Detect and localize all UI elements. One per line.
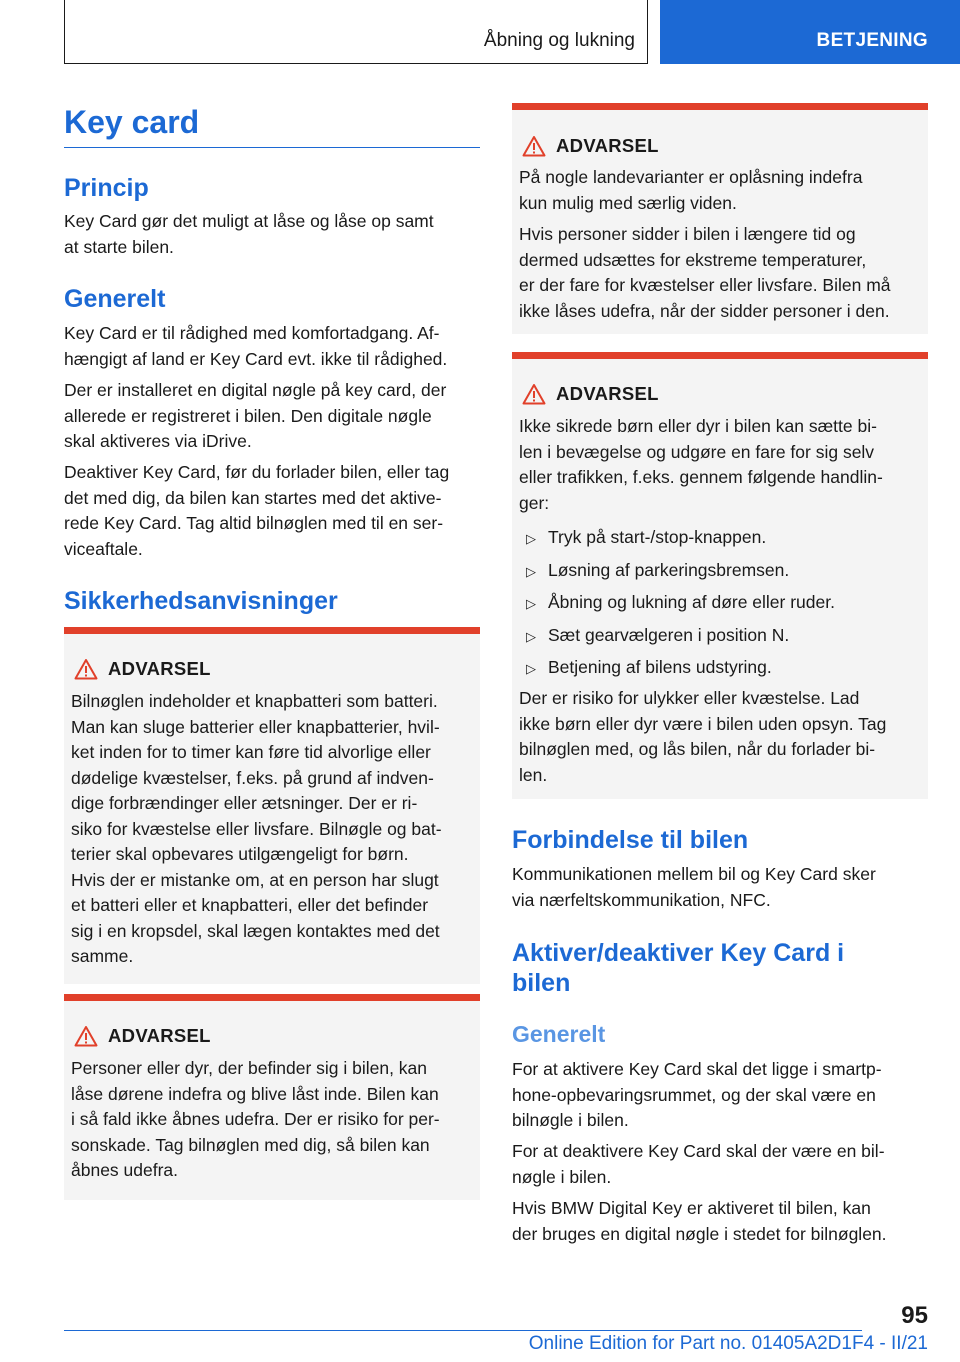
generelt2-paragraph-1: For at aktivere Key Card skal det ligge i smartp- hone-opbevaringsrummet, og der skal være en bilnøgle i bilen. <box>512 1059 882 1130</box>
heading-forbindelse: Forbindelse til bilen <box>512 826 749 854</box>
warning-triangle-icon <box>522 383 546 405</box>
generelt-paragraph-2: Der er installeret en digital nøgle på key card, der allerede er registreret i bilen. Den digitale nøgle skal aktiveres via iDrive. <box>64 380 447 451</box>
warning-label: ADVARSEL <box>108 1025 211 1046</box>
page-title: Key card <box>64 104 200 140</box>
warning-text: Bilnøglen indeholder et knapbatteri som batteri. Man kan sluge batterier eller knapbatterier, hvil- ket inden for to timer kan føre tid alvorlige eller dødelige kvæstelser, f.eks. på grund af indven- dige forbrændinger eller ætsninger. Der er ri- siko for kvæstelse eller livsfare. Bilnøgle og bat- terier skal opbevares utilgængeligt for børn. Hvis der er mistanke om, at en person har slugt et batteri eller et knapbatteri, eller det befinder sig i en kropsdel, skal lægen kontaktes med det samme. <box>71 691 442 966</box>
triangle-bullet-icon: ▷ <box>526 661 536 676</box>
triangle-bullet-icon: ▷ <box>526 564 536 579</box>
footer-rule <box>64 1330 862 1331</box>
warning-label: ADVARSEL <box>556 135 659 156</box>
header-chapter-title: BETJENING <box>816 30 928 51</box>
list-item: ▷ Betjening af bilens udstyring. <box>526 655 772 682</box>
heading-generelt-2: Generelt <box>512 1021 606 1047</box>
list-item: ▷ Tryk på start-/stop-knappen. <box>526 525 766 552</box>
warning-label: ADVARSEL <box>108 658 211 679</box>
heading-aktiver: Aktiver/deaktiver Key Card i bilen <box>512 939 845 997</box>
header-section-tab <box>64 0 648 64</box>
heading-safety: Sikkerhedsanvisninger <box>64 587 338 615</box>
page-number: 95 <box>901 1302 928 1329</box>
title-rule <box>64 147 480 148</box>
generelt-paragraph-3: Deaktiver Key Card, før du forlader bilen, eller tag det med dig, da bilen kan startes med det aktive- rede Key Card. Tag altid bilnøglen med til en ser- viceaftale. <box>64 462 450 559</box>
warning-box-locked-in <box>64 994 480 1200</box>
warning-triangle-icon <box>522 135 546 157</box>
warning-text: Personer eller dyr, der befinder sig i bilen, kan låse dørene indefra og blive låst inde. Bilen kan i så fald ikke åbnes udefra. Der er risiko for per- sonskade. Tag bilnøglen med dig, så bilen kan åbnes udefra. <box>71 1058 440 1180</box>
forbindelse-text: Kommunikationen mellem bil og Key Card sker via nærfeltskommunikation, NFC. <box>512 864 876 910</box>
heading-princip: Princip <box>64 174 149 202</box>
warning-triangle-icon <box>74 1025 98 1047</box>
warning-triangle-icon <box>74 658 98 680</box>
generelt2-paragraph-2: For at deaktivere Key Card skal der være en bil- nøgle i bilen. <box>512 1141 885 1187</box>
list-item: ▷ Åbning og lukning af døre eller ruder. <box>526 590 835 617</box>
triangle-bullet-icon: ▷ <box>526 629 536 644</box>
warning-paragraph-1: På nogle landevarianter er oplåsning indefra kun mulig med særlig viden. <box>519 167 863 213</box>
warning-box-unlock-inside <box>512 103 928 334</box>
triangle-bullet-icon: ▷ <box>526 596 536 611</box>
princip-text: Key Card gør det muligt at låse og låse op samt at starte bilen. <box>64 211 434 257</box>
list-item: ▷ Sæt gearvælgeren i position N. <box>526 623 789 650</box>
warning-box-children-animals <box>512 352 928 799</box>
warning-intro: Ikke sikrede børn eller dyr i bilen kan sætte bi- len i bevægelse og udgøre en fare for sig selv eller trafikken, f.eks. gennem følgende handlin- ger: <box>519 416 883 513</box>
triangle-bullet-icon: ▷ <box>526 531 536 546</box>
generelt-paragraph-1: Key Card er til rådighed med komfortadgang. Af- hængigt af land er Key Card evt. ikke til rådighed. <box>64 323 448 369</box>
header-section-title: Åbning og lukning <box>483 30 635 51</box>
warning-outro: Der er risiko for ulykker eller kvæstelse. Lad ikke børn eller dyr være i bilen uden opsyn. Tag bilnøglen med, og lås bilen, når du forlader bi- len. <box>519 688 887 785</box>
generelt2-paragraph-3: Hvis BMW Digital Key er aktiveret til bilen, kan der bruges en digital nøgle i stedet for bilnøglen. <box>512 1198 887 1244</box>
footer-edition: Online Edition for Part no. 01405A2D1F4 - II/21 <box>528 1333 928 1354</box>
warning-label: ADVARSEL <box>556 383 659 404</box>
warning-box-battery <box>64 627 480 984</box>
header-chapter-tab <box>660 0 960 64</box>
list-item: ▷ Løsning af parkeringsbremsen. <box>526 558 789 585</box>
warning-paragraph-2: Hvis personer sidder i bilen i længere tid og dermed udsættes for ekstreme temperaturer, er der fare for kvæstelser eller livsfare. Bilen må ikke låses udefra, når der sidder personer i den. <box>519 224 891 321</box>
heading-generelt: Generelt <box>64 285 166 313</box>
